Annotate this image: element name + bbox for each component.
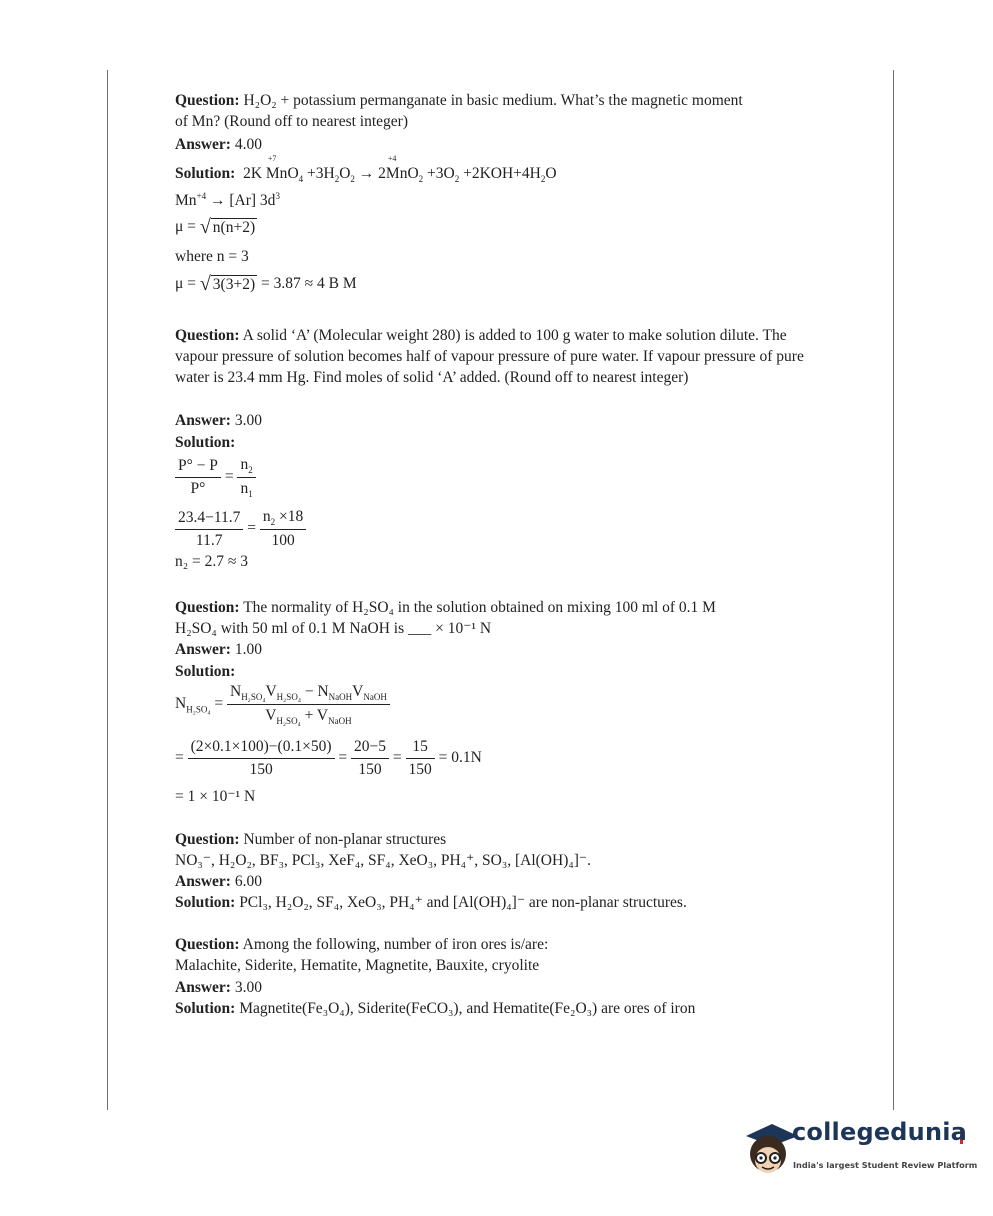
answer-3: Answer: 1.00 bbox=[175, 641, 262, 658]
solution-4: Solution: PCl₃, H₂O₂, SF₄, XeO₃, PH₄⁺ and [Al(OH)₄]⁻ are non-planar structures. bbox=[175, 894, 687, 911]
answer-value: 4.00 bbox=[234, 136, 262, 153]
solution-2-label: Solution: bbox=[175, 434, 236, 451]
answer-2: Answer: 3.00 bbox=[175, 412, 262, 429]
normality-substitution: = $\frac{(2\times 0.1\times 100)-(0.1\times 50)}{150}$ = $\frac{20-5}{150}$ = $\frac{15}{150}$ = 0.1N bbox=[175, 738, 482, 778]
question-text-line2: of Mn? (Round off to nearest integer) bbox=[175, 113, 409, 130]
where-n: where n = 3 bbox=[175, 248, 249, 265]
question-5-text: Question: Among the following, number of iron ores is/are: Malachite, Siderite, Hematite, Magnetite, Bauxite, cryolite bbox=[175, 936, 549, 974]
answer-4: Answer: 6.00 bbox=[175, 873, 262, 890]
solution-label: Solution: bbox=[175, 165, 236, 182]
question-3-text: Question: The normality of H₂SO₄ in the solution obtained on mixing 100 ml of 0.1 M H₂SO₄ with 50 ml of 0.1 M NaOH is ___ × 10⁻¹ N bbox=[175, 599, 716, 637]
answer-1 bbox=[175, 134, 825, 155]
solution-5: Solution: Magnetite(Fe₃O₄), Siderite(FeCO₃), and Hematite(Fe₂O₃) are ores of iron bbox=[175, 1000, 696, 1017]
mn-oxidation-4: +4 Mn bbox=[385, 154, 408, 182]
mn-oxidation-7: +7 Mn bbox=[265, 154, 288, 182]
right-margin-line bbox=[893, 70, 894, 1110]
solution-1-reaction: Solution: 2K +7 $MnO_4 +3H_2O_2 \to 2$ +4 $MnO_2 +3O_2 +2KOH+4H_2O$ bbox=[175, 154, 557, 185]
raoult-substitution: $\frac{23.4-11.7}{11.7}$ = $\frac{n_2 \times 18}{100}$ bbox=[175, 508, 306, 550]
question-label: Question: bbox=[175, 92, 240, 109]
mu-formula: μ = √ n(n+2) bbox=[175, 216, 256, 238]
question-text-line1: H₂O₂ + potassium permanganate in basic medium. What’s the magnetic moment bbox=[243, 92, 743, 109]
left-margin-line bbox=[107, 70, 108, 1110]
mu-result: μ = √ 3(3+2) = 3.87 ≈ 4 B M bbox=[175, 273, 357, 295]
raoult-formula: $\frac{P^\circ - P}{P^\circ}$ = $\frac{n_2}{n_1}$ bbox=[175, 456, 256, 499]
normality-formula: $N_{H_2SO_4}$ = $\frac{N_{H_2SO_4}V_{H_2SO_4} - N_{NaOH}V_{NaOH}}{V_{H_2SO_4} + V_{NaOH}}$ bbox=[175, 683, 390, 726]
solution-3-label: Solution: bbox=[175, 663, 236, 680]
question-4-text: Question: Number of non-planar structures NO₃⁻, H₂O₂, BF₃, PCl₃, XeF₄, SF₄, XeO₃, PH₄⁺, SO₃, [Al(OH)₄]⁻. bbox=[175, 831, 591, 869]
logo-tagline: India's largest Student Review Platform bbox=[793, 1160, 978, 1170]
logo-wordmark: collegedunia bbox=[792, 1118, 968, 1146]
question-2-text: Question: A solid ‘A’ (Molecular weight 280) is added to 100 g water to make solution dilute. The vapour pressure of solution becomes half of vapour pressure of pure water. If vapour pressure of pure water is 23.4 mm Hg. Find moles of solid ‘A’ added. (Round off to nearest integer) bbox=[175, 327, 804, 386]
question-1-text bbox=[175, 90, 825, 132]
answer-5: Answer: 3.00 bbox=[175, 979, 262, 996]
answer-label: Answer: bbox=[175, 136, 231, 153]
mn-config: $Mn^{+4} \to [Ar]$ $3d^3$ bbox=[175, 191, 280, 210]
normality-result: = 1 × 10⁻¹ N bbox=[175, 788, 256, 805]
raoult-result: n₂ = 2.7 ≈ 3 bbox=[175, 553, 249, 570]
